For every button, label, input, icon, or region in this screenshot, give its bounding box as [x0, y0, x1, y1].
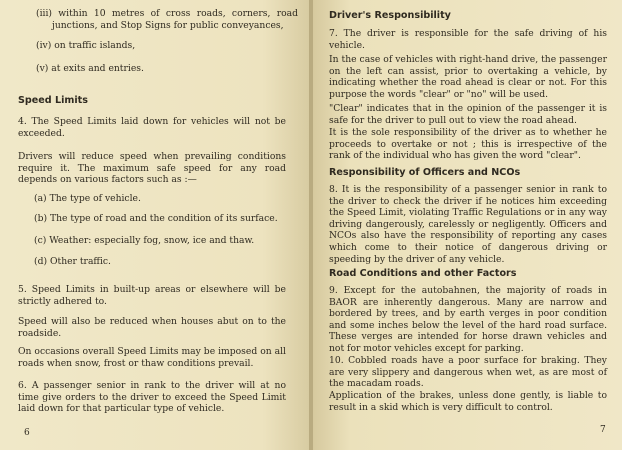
- paragraph-clear: "Clear" indicates that in the opinion of the passenger it is safe for the driver to pull out to view the road ahead.: [329, 103, 607, 126]
- road-conditions-heading: Road Conditions and other Factors: [329, 268, 517, 279]
- left-page: [0, 0, 309, 450]
- paragraph-7: 7. The driver is responsible for the safe driving of his vehicle.: [329, 28, 607, 51]
- drivers-responsibility-heading: Driver's Responsibility: [329, 10, 451, 21]
- factor-c: (c) Weather: especially fog, snow, ice and thaw.: [34, 235, 255, 246]
- paragraph-5: 5. Speed Limits in built-up areas or elsewhere will be strictly adhered to.: [18, 284, 286, 307]
- speed-limits-heading: Speed Limits: [18, 95, 88, 106]
- paragraph-4: 4. The Speed Limits laid down for vehicles will not be exceeded.: [18, 116, 286, 139]
- paragraph-case: In the case of vehicles with right-hand drive, the passenger on the left can assist, prior to overtaking a vehicle, by indicating whether the road ahead is clear or not. For this purpose the words "clear" or "no" will be used.: [329, 54, 607, 100]
- paragraph-brakes: Application of the brakes, unless done gently, is liable to result in a skid which is very difficult to control.: [329, 390, 607, 413]
- paragraph-speed: Speed will also be reduced when houses abut on to the roadside.: [18, 316, 286, 339]
- factor-d: (d) Other traffic.: [34, 256, 111, 267]
- paragraph-6: 6. A passenger senior in rank to the driver will at no time give orders to the driver to exceed the Speed Limit laid down for that particular type of vehicle.: [18, 380, 286, 415]
- factor-a: (a) The type of vehicle.: [34, 193, 141, 204]
- paragraph-occasions: On occasions overall Speed Limits may be imposed on all roads when snow, frost or thaw conditions prevail.: [18, 346, 286, 369]
- paragraph-8: 8. It is the responsibility of a passenger senior in rank to the driver to check the driver if he notices him exceeding the Speed Limit, violating Traffic Regulations or in any way driving dangerously, carelessly or negligently. Officers and NCOs also have the responsibility of reporting any cases which come to their notice of dangerous driving or speeding by the driver of any vehicle.: [329, 184, 607, 265]
- list-item-iv: (iv) on traffic islands,: [36, 40, 136, 51]
- page-number-left: 6: [24, 428, 30, 438]
- factor-b: (b) The type of road and the condition of its surface.: [34, 213, 278, 224]
- paragraph-sole: It is the sole responsibility of the driver as to whether he proceeds to overtake or not ; this is irrespective of the rank of the individual who has given the word "clear".: [329, 127, 607, 162]
- officers-heading: Responsibility of Officers and NCOs: [329, 167, 521, 178]
- list-item-iii: (iii) within 10 metres of cross roads, corners, road junctions, and Stop Signs for public conveyances,: [36, 8, 298, 31]
- paragraph-drivers: Drivers will reduce speed when prevailing conditions require it. The maximum safe speed for any road depends on various factors such as :—: [18, 151, 286, 186]
- list-item-v: (v) at exits and entries.: [36, 63, 144, 74]
- paragraph-9: 9. Except for the autobahnen, the majority of roads in BAOR are inherently dangerous. Many are narrow and bordered by trees, and by earth verges in poor condition and some inches below the level of the hard road surface. These verges are intended for horse drawn vehicles and not for motor vehicles except for parking.: [329, 285, 607, 354]
- page-number-right: 7: [600, 425, 606, 435]
- right-page: [313, 0, 622, 450]
- paragraph-10: 10. Cobbled roads have a poor surface for braking. They are very slippery and dangerous when wet, as are most of the macadam roads.: [329, 355, 607, 390]
